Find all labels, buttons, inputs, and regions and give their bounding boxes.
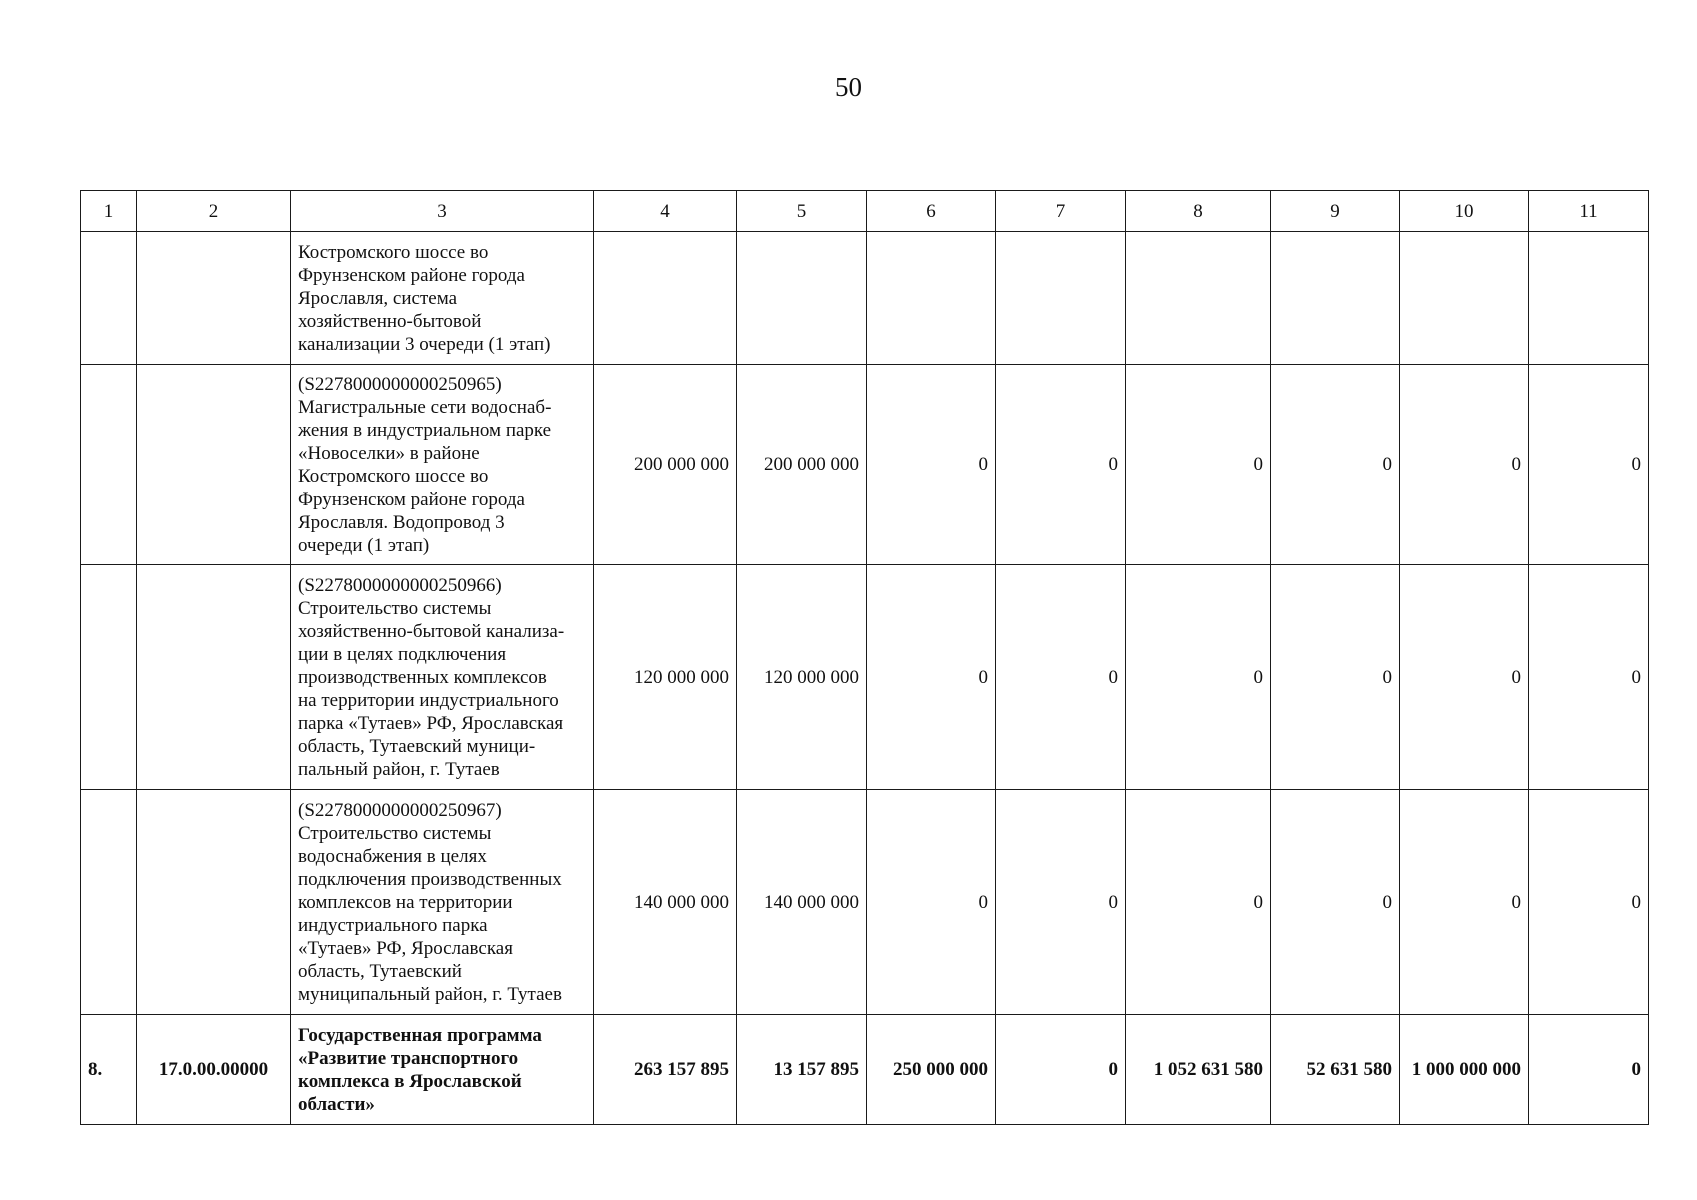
- code-cell: 17.0.00.00000: [137, 1015, 291, 1125]
- description-line: пальный район, г. Тутаев: [298, 758, 500, 780]
- column-header: 5: [737, 191, 867, 232]
- value-cell: 52 631 580: [1271, 1015, 1400, 1125]
- column-header: 10: [1400, 191, 1529, 232]
- value-cell: 140 000 000: [737, 790, 867, 1015]
- page-number: 50: [835, 72, 862, 102]
- value-cell: [737, 232, 867, 365]
- value-cell: 0: [1529, 790, 1649, 1015]
- row-number-cell: [81, 232, 137, 365]
- description-line: Ярославля, система: [298, 287, 458, 309]
- value-cell: 200 000 000: [737, 365, 867, 565]
- description-line: комплексов на территории: [298, 891, 513, 913]
- description-line: Фрунзенском районе города: [298, 488, 525, 510]
- description-line: комплекса в Ярославской: [298, 1070, 522, 1092]
- column-header: 8: [1126, 191, 1271, 232]
- value-cell: [1271, 232, 1400, 365]
- value-cell: 250 000 000: [867, 1015, 996, 1125]
- value-cell: 263 157 895: [594, 1015, 737, 1125]
- value-cell: 0: [1126, 790, 1271, 1015]
- description-line: производственных комплексов: [298, 666, 547, 688]
- value-cell: 0: [1126, 365, 1271, 565]
- table-row: [81, 1015, 1649, 1125]
- description-line: «Развитие транспортного: [298, 1047, 519, 1069]
- value-cell: 1 000 000 000: [1400, 1015, 1529, 1125]
- value-cell: 0: [996, 565, 1126, 790]
- budget-table: [80, 190, 1649, 1125]
- description-line: водоснабжения в целях: [298, 845, 487, 867]
- column-header: 2: [137, 191, 291, 232]
- description-line: (S2278000000000250966): [298, 574, 502, 596]
- value-cell: 0: [1529, 365, 1649, 565]
- table-header-row: [81, 191, 1649, 232]
- description-line: (S2278000000000250965): [298, 373, 502, 395]
- value-cell: 0: [1400, 365, 1529, 565]
- description-line: «Новоселки» в районе: [298, 442, 480, 464]
- value-cell: 0: [996, 1015, 1126, 1125]
- column-header: 6: [867, 191, 996, 232]
- description-cell: [291, 565, 594, 790]
- description-line: «Тутаев» РФ, Ярославская: [298, 937, 513, 959]
- value-cell: 0: [996, 365, 1126, 565]
- value-cell: 0: [996, 790, 1126, 1015]
- description-line: жения в индустриальном парке: [298, 419, 552, 441]
- column-header: 7: [996, 191, 1126, 232]
- description-cell: [291, 1015, 594, 1125]
- row-number-cell: 8.: [81, 1015, 137, 1125]
- table-row: [81, 365, 1649, 565]
- value-cell: 200 000 000: [594, 365, 737, 565]
- value-cell: 0: [1271, 365, 1400, 565]
- table-row: [81, 565, 1649, 790]
- value-cell: 0: [1400, 790, 1529, 1015]
- value-cell: 0: [1271, 790, 1400, 1015]
- value-cell: 120 000 000: [594, 565, 737, 790]
- description-line: Государственная программа: [298, 1024, 542, 1046]
- value-cell: 1 052 631 580: [1126, 1015, 1271, 1125]
- value-cell: [996, 232, 1126, 365]
- description-line: хозяйственно-бытовой: [298, 310, 482, 332]
- description-cell: [291, 365, 594, 565]
- value-cell: [1126, 232, 1271, 365]
- description-line: ции в целях подключения: [298, 643, 507, 665]
- value-cell: 0: [1400, 565, 1529, 790]
- row-number-cell: [81, 565, 137, 790]
- description-line: область, Тутаевский муници-: [298, 735, 536, 757]
- value-cell: 13 157 895: [737, 1015, 867, 1125]
- value-cell: 0: [867, 790, 996, 1015]
- description-line: муниципальный район, г. Тутаев: [298, 983, 562, 1005]
- value-cell: 0: [1529, 565, 1649, 790]
- code-cell: [137, 232, 291, 365]
- description-line: хозяйственно-бытовой канализа-: [298, 620, 565, 642]
- value-cell: 0: [1271, 565, 1400, 790]
- value-cell: 0: [1529, 1015, 1649, 1125]
- description-cell: [291, 790, 594, 1015]
- column-header: 3: [291, 191, 594, 232]
- row-number-cell: [81, 790, 137, 1015]
- description-line: индустриального парка: [298, 914, 488, 936]
- description-line: Костромского шоссе во: [298, 241, 489, 263]
- table-row: [81, 790, 1649, 1015]
- description-line: парка «Тутаев» РФ, Ярославская: [298, 712, 564, 734]
- description-line: канализации 3 очереди (1 этап): [298, 333, 551, 355]
- description-cell: [291, 232, 594, 365]
- description-line: Ярославля. Водопровод 3: [298, 511, 505, 533]
- value-cell: [594, 232, 737, 365]
- description-line: подключения производственных: [298, 868, 562, 890]
- column-header: 4: [594, 191, 737, 232]
- code-cell: [137, 365, 291, 565]
- description-line: Фрунзенском районе города: [298, 264, 525, 286]
- row-number-cell: [81, 365, 137, 565]
- value-cell: [867, 232, 996, 365]
- value-cell: 120 000 000: [737, 565, 867, 790]
- table-row: [81, 232, 1649, 365]
- code-cell: [137, 565, 291, 790]
- description-line: очереди (1 этап): [298, 534, 430, 556]
- description-line: области»: [298, 1093, 375, 1115]
- value-cell: 140 000 000: [594, 790, 737, 1015]
- value-cell: 0: [867, 365, 996, 565]
- code-cell: [137, 790, 291, 1015]
- description-line: Строительство системы: [298, 822, 492, 844]
- column-header: 11: [1529, 191, 1649, 232]
- value-cell: 0: [1126, 565, 1271, 790]
- value-cell: [1400, 232, 1529, 365]
- description-line: Строительство системы: [298, 597, 492, 619]
- description-line: (S2278000000000250967): [298, 799, 502, 821]
- column-header: 1: [81, 191, 137, 232]
- description-line: Магистральные сети водоснаб-: [298, 396, 552, 418]
- column-header: 9: [1271, 191, 1400, 232]
- value-cell: [1529, 232, 1649, 365]
- description-line: Костромского шоссе во: [298, 465, 489, 487]
- description-line: на территории индустриального: [298, 689, 559, 711]
- description-line: область, Тутаевский: [298, 960, 462, 982]
- value-cell: 0: [867, 565, 996, 790]
